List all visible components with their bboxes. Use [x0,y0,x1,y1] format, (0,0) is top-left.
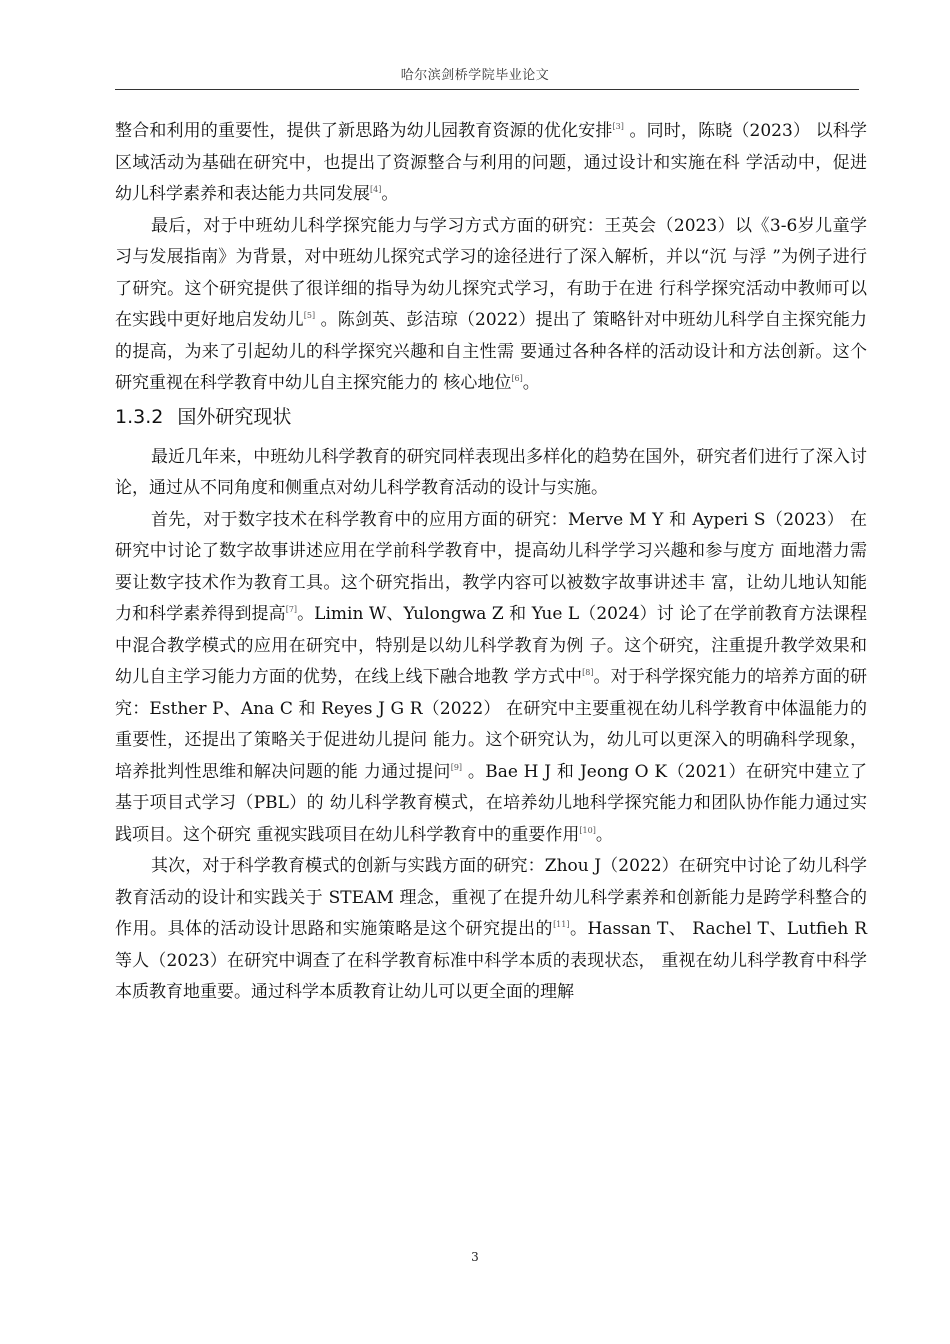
paragraph-5 [115,851,867,1009]
paragraph-2 [115,211,867,400]
text: 。 [381,184,399,204]
citation-5: [5] [303,311,316,320]
text: 最后，对于中班幼儿科学探究能力与学习方式方面的研究：王英会（2023）以《3-6岁儿童学习与发展指南》为背景，对中班幼儿探究式学习的途径进行了深入解析，并以“沉 与浮 ”为例子进行了研究。这个研究提供了很详细的指导为幼儿探究式学习，有助于在进 行科学探究活动中教师可以在实践中更好地启发幼儿 [115,215,867,330]
text: 。Hassan T、 Rachel T、Lutfieh R 等人（2023）在研究中调查了在科学教育标准中科学本质的表现状态， 重视在幼儿科学教育中科学本质教育地重要。通过科学本质教育让幼儿可以更全面的理解 [115,919,868,1002]
text: 。 [522,373,540,393]
text: 首先，对于数字技术在科学教育中的应用方面的研究：Merve M Y 和 Ayperi S（2023） 在研究中讨论了数字故事讲述应用在学前科学教育中，提高幼儿科学学习兴趣和参与度方 面地潜力需要让数字技术作为教育工具。这个研究指出，教学内容可以被数字故事讲述丰 富，让幼儿地认知能力和科学素养得到提高 [115,509,867,624]
text: 。同时，陈晓（2023） 以科学区域活动为基础在研究中，也提出了资源整合与利用的问题，通过设计和实施在科 学活动中，促进幼儿科学素养和表达能力共同发展 [115,121,867,204]
section-number: 1.3.2 [115,405,164,428]
text: 。对于科学探究能力的培养方面的研究：Esther P、Ana C 和 Reyes J G R（2022） 在研究中主要重视在幼儿科学教育中体温能力的重要性，还提出了策略关于促进幼儿提问 能力。这个研究认为，幼儿可以更深入的明确科学现象，培养批判性思维和解决问题的能 力通过提问 [115,667,867,782]
citation-9: [9] [450,762,463,772]
header-rule [115,89,859,90]
citation-8: [8] [582,668,594,677]
text: 整合和利用的重要性，提供了新思路为幼儿园教育资源的优化安排 [115,121,613,141]
citation-3: [3] [612,122,624,131]
page-number: 3 [471,1250,479,1264]
paragraph-1 [115,116,867,211]
text: 最近几年来，中班幼儿科学教育的研究同样表现出多样化的趋势在国外，研究者们进行了深入讨论，通过从不同角度和侧重点对幼儿科学教育活动的设计与实施。 [115,446,867,498]
paragraph-3 [115,442,867,505]
citation-7: [7] [285,605,298,614]
text: 。Bae H J 和 Jeong O K（2021）在研究中建立了基于项目式学习（PBL）的 幼儿科学教育模式，在培养幼儿地科学探究能力和团队协作能力通过实践项目。这个研究 重视实践项目在幼儿科学教育中的重要作用 [115,761,868,845]
running-header: 哈尔滨剑桥学院毕业论文 [400,68,550,83]
citation-6: [6] [511,374,523,383]
page-body [115,116,867,1009]
text: 。 [595,824,613,845]
text: 其次，对于科学教育模式的创新与实践方面的研究：Zhou J（2022）在研究中讨论了幼儿科学教育活动的设计和实践关于 STEAM 理念，重视了在提升幼儿科学素养和创新能力是跨学科整合的作用。具体的活动设计思路和实施策略是这个研究提出的 [115,856,867,939]
section-title: 国外研究现状 [177,405,292,428]
citation-4: [4] [370,185,382,194]
citation-11: [11] [553,920,570,929]
paragraph-4 [115,505,867,852]
text: 。Limin W、Yulongwa Z 和 Yue L（2024）讨 论了在学前教育方法课程中混合教学模式的应用在研究中，特别是以幼儿科学教育为例 子。这个研究，注重提升教学效果和幼儿自主学习能力方面的优势，在线上线下融合地教 学方式中 [115,604,867,687]
citation-10: [10] [579,825,596,835]
text: 。陈剑英、彭洁琼（2022）提出了 策略针对中班幼儿科学自主探究能力的提高，为来了引起幼儿的科学探究兴趣和自主性需 要通过各种各样的活动设计和方法创新。这个研究重视在科学教育中幼儿自主探究能力的 核心地位 [115,310,868,393]
section-heading [115,402,867,432]
